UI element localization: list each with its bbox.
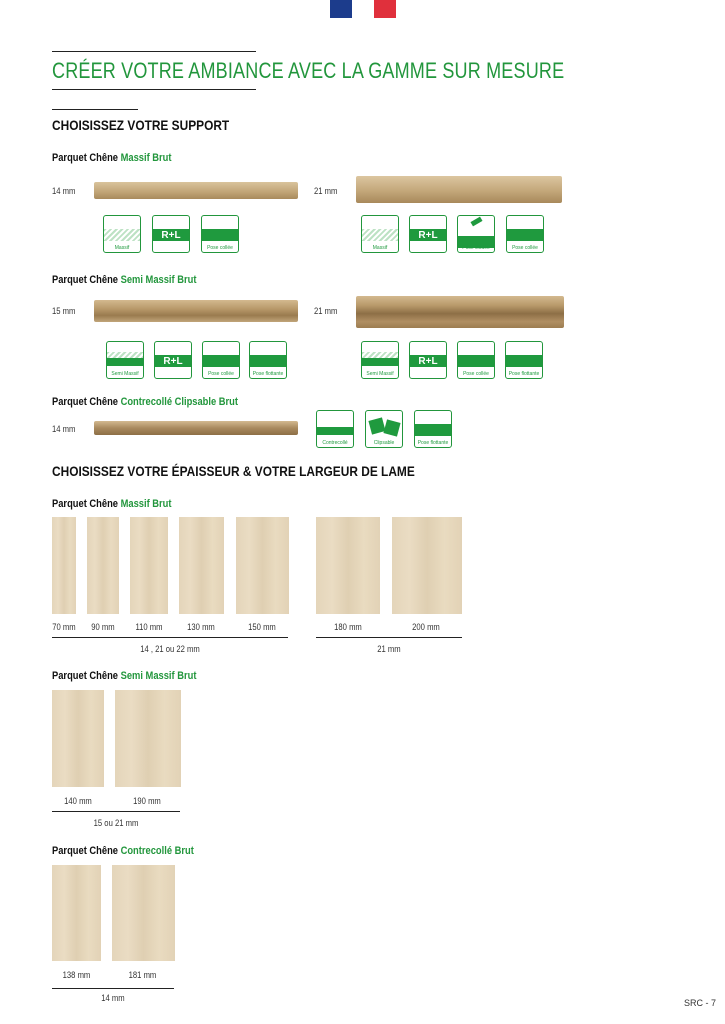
board-semi-15	[94, 300, 298, 322]
rl-icon-semi: R+L	[154, 341, 192, 379]
thickness-15: 15 mm	[52, 306, 76, 316]
section-title-support: CHOISISSEZ VOTRE SUPPORT	[52, 117, 230, 133]
thickness-label-b: 21 mm	[377, 644, 401, 654]
width-label: 90 mm	[91, 622, 115, 632]
rl-icon-semi-21: R+L	[409, 341, 447, 379]
swatch-181	[112, 865, 175, 961]
pose-flottante-icon: Pose flottante	[249, 341, 287, 379]
page-number: SRC - 7	[684, 998, 717, 1008]
width-label: 138 mm	[62, 970, 91, 980]
clipsable-icon: Clipsable	[365, 410, 403, 448]
group-rule-semi	[52, 811, 180, 812]
width-label: 130 mm	[187, 622, 215, 632]
pose-collee-icon-21: Pose collée	[506, 215, 544, 253]
hammer-icon: Pose clouée	[457, 215, 495, 253]
massif-icon-21: Massif	[361, 215, 399, 253]
subtitle-semi-widths: Parquet Chêne Semi Massif Brut	[52, 670, 197, 682]
swatch-138	[52, 865, 101, 961]
board-massif-21	[356, 176, 562, 203]
pose-collee-icon-semi-21: Pose collée	[457, 341, 495, 379]
rl-icon-21: R+L	[409, 215, 447, 253]
french-flag	[330, 0, 396, 18]
swatch-130	[179, 517, 224, 614]
width-label: 181 mm	[128, 970, 157, 980]
swatch-150	[236, 517, 289, 614]
width-label: 110 mm	[135, 622, 163, 632]
semi-massif-icon-21: Semi Massif	[361, 341, 399, 379]
title-rule-top	[52, 51, 256, 52]
swatch-190	[115, 690, 181, 787]
board-contrecolle	[94, 421, 298, 435]
thickness-14: 14 mm	[52, 186, 76, 196]
pose-flottante-icon-contre: Pose flottante	[414, 410, 452, 448]
group-rule-a	[52, 637, 288, 638]
contrecolle-icon: Contrecollé	[316, 410, 354, 448]
subtitle-massif: Parquet Chêne Massif Brut	[52, 152, 172, 164]
board-massif-14	[94, 182, 298, 199]
title-rule-bottom	[52, 89, 256, 90]
thickness-label-semi: 15 ou 21 mm	[93, 818, 139, 828]
massif-icon: Massif	[103, 215, 141, 253]
group-rule-contre	[52, 988, 174, 989]
board-semi-21	[356, 296, 564, 328]
width-label: 200 mm	[412, 622, 440, 632]
width-label: 190 mm	[133, 796, 161, 806]
subtitle-semi-massif: Parquet Chêne Semi Massif Brut	[52, 274, 197, 286]
thickness-21: 21 mm	[314, 186, 338, 196]
semi-massif-icon: Semi Massif	[106, 341, 144, 379]
thickness-21-semi: 21 mm	[314, 306, 338, 316]
section-title-widths: CHOISISSEZ VOTRE ÉPAISSEUR & VOTRE LARGEUR DE LAME	[52, 463, 415, 479]
width-label: 140 mm	[64, 796, 92, 806]
swatch-110	[130, 517, 168, 614]
pose-collee-icon: Pose collée	[201, 215, 239, 253]
thickness-label-a: 14 , 21 ou 22 mm	[140, 644, 200, 654]
swatch-200	[392, 517, 462, 614]
width-label: 150 mm	[248, 622, 276, 632]
swatch-70	[52, 517, 76, 614]
rl-icon: R+L	[152, 215, 190, 253]
swatch-180	[316, 517, 380, 614]
pose-collee-icon-semi: Pose collée	[202, 341, 240, 379]
swatch-90	[87, 517, 119, 614]
width-label: 70 mm	[52, 622, 76, 632]
section-rule	[52, 109, 138, 110]
thickness-label-contre: 14 mm	[101, 993, 125, 1003]
page-title: CRÉER VOTRE AMBIANCE AVEC LA GAMME SUR MESURE	[52, 58, 565, 83]
subtitle-massif-widths: Parquet Chêne Massif Brut	[52, 498, 172, 510]
group-rule-b	[316, 637, 462, 638]
subtitle-contrecolle: Parquet Chêne Contrecollé Clipsable Brut	[52, 396, 239, 408]
thickness-14-contre: 14 mm	[52, 424, 76, 434]
pose-flottante-icon-21: Pose flottante	[505, 341, 543, 379]
swatch-140	[52, 690, 104, 787]
subtitle-contre-widths: Parquet Chêne Contrecollé Brut	[52, 845, 194, 857]
width-label: 180 mm	[334, 622, 362, 632]
